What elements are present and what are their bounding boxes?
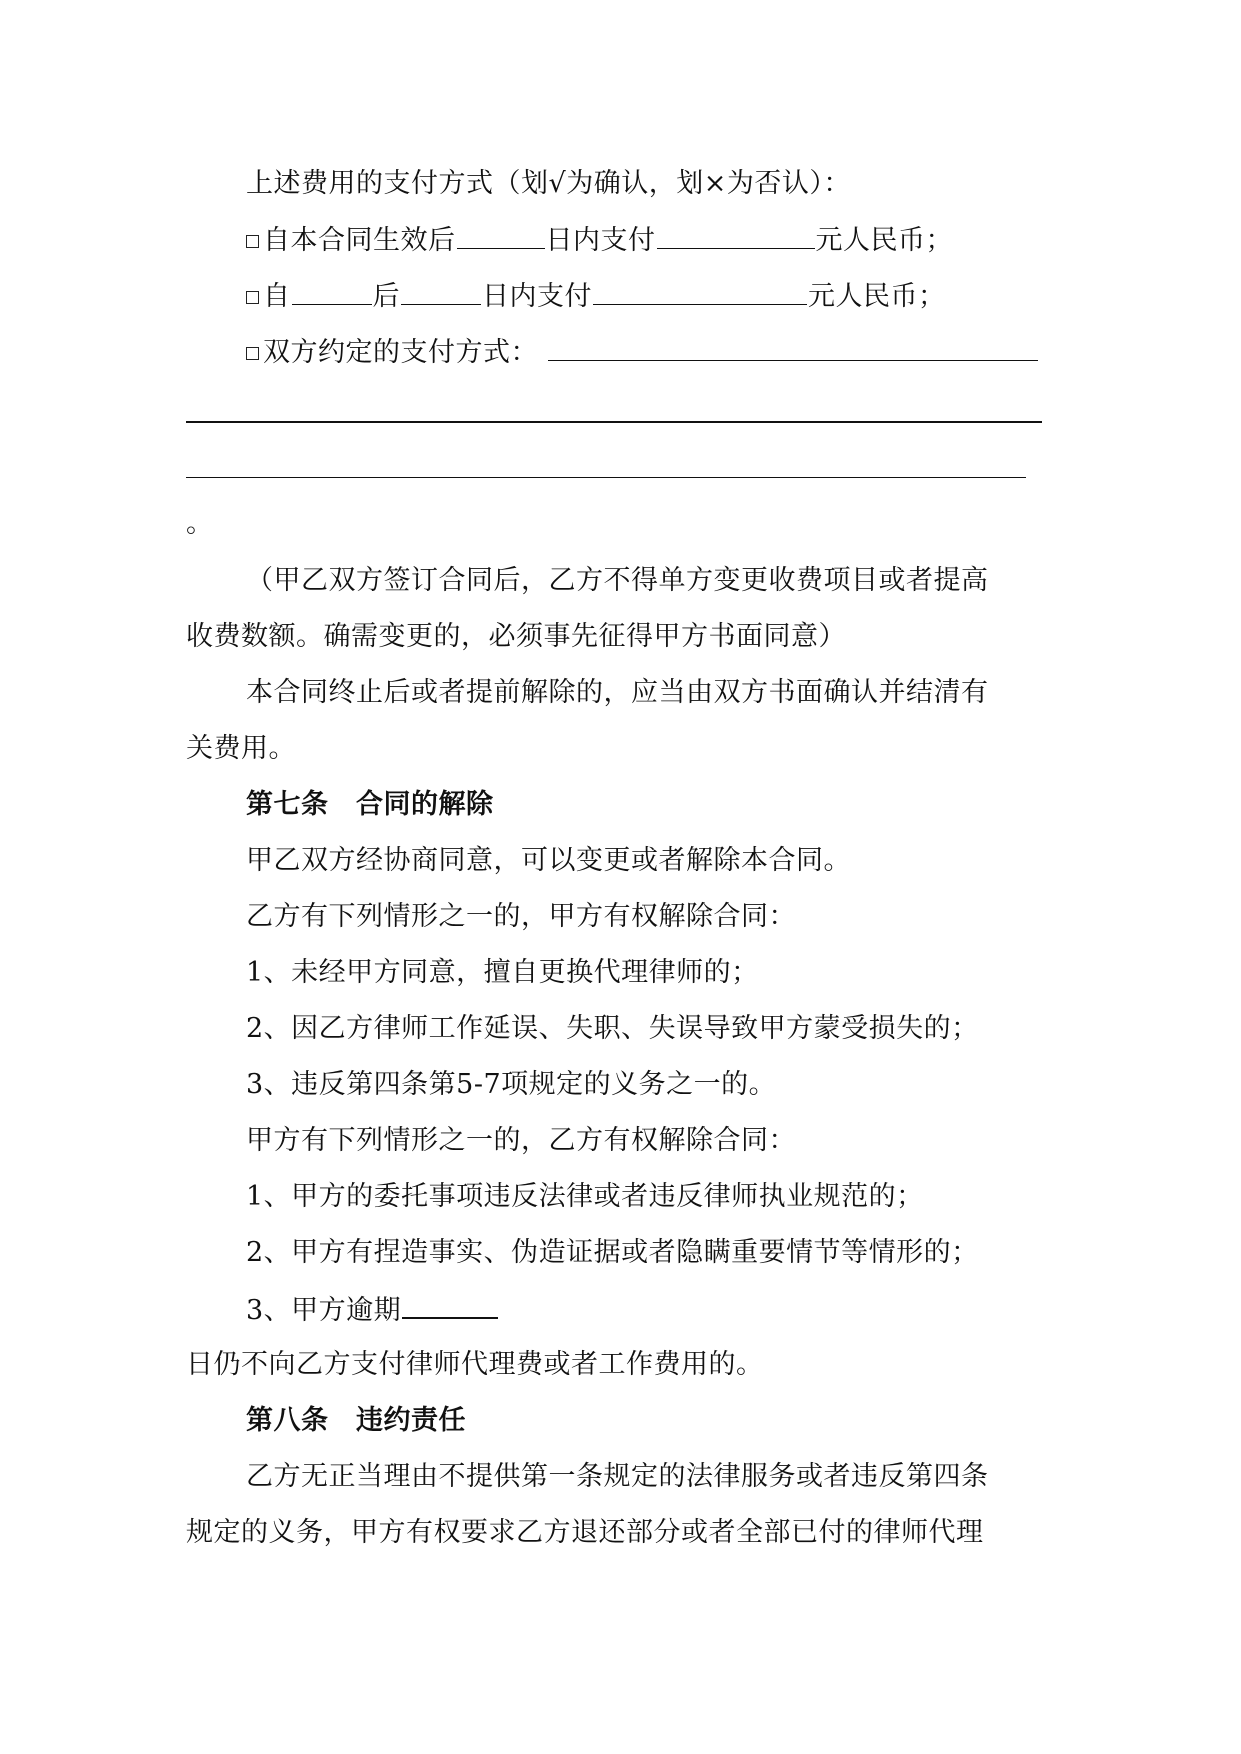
event-blank-2[interactable]: [292, 278, 372, 305]
article-7-b-item-3-cont: 日仍不向乙方支付律师代理费或者工作费用的。: [186, 1349, 764, 1380]
article-7-heading: 第七条 合同的解除: [246, 789, 494, 820]
article-7-a-item-2: 2、因乙方律师工作延误、失职、失误导致甲方蒙受损失的；: [246, 1013, 979, 1044]
termination-fees-line-1: 本合同终止后或者提前解除的，应当由双方书面确认并结清有: [246, 677, 989, 708]
termination-fees-line-2: 关费用。: [186, 733, 296, 764]
article-7-a-item-1: 1、未经甲方同意，擅自更换代理律师的；: [246, 957, 759, 988]
article-7-para-2: 乙方有下列情形之一的，甲方有权解除合同：: [246, 901, 796, 932]
checkbox-option-1[interactable]: [246, 235, 259, 248]
payment-option-3: 双方约定的支付方式：: [246, 334, 1039, 371]
article-7-b-item-1: 1、甲方的委托事项违反法律或者违反律师执业规范的；: [246, 1181, 924, 1212]
custom-payment-line-2[interactable]: [186, 421, 1042, 423]
payment-option-2: 自 后 日内支付 元人民币；: [246, 278, 946, 315]
overdue-days-blank[interactable]: [402, 1291, 498, 1319]
amount-blank-2[interactable]: [593, 278, 807, 305]
checkbox-option-2[interactable]: [246, 291, 259, 304]
payment-intro: 上述费用的支付方式（划√为确认，划×为否认）：: [246, 168, 851, 199]
amount-blank-1[interactable]: [657, 222, 815, 249]
payment-end-mark: 。: [186, 508, 214, 539]
custom-payment-line-3[interactable]: [186, 477, 1026, 478]
note-line-1: （甲乙双方签订合同后，乙方不得单方变更收费项目或者提高: [246, 565, 989, 596]
days-blank-2[interactable]: [401, 278, 481, 305]
article-7-b-item-3: 3、甲方逾期: [246, 1291, 499, 1329]
custom-payment-blank[interactable]: [548, 334, 1038, 361]
article-8-line-2: 规定的义务，甲方有权要求乙方退还部分或者全部已付的律师代理: [186, 1517, 984, 1548]
note-line-2: 收费数额。确需变更的，必须事先征得甲方书面同意）: [186, 621, 846, 652]
article-7-para-3: 甲方有下列情形之一的，乙方有权解除合同：: [246, 1125, 796, 1156]
article-7-para-1: 甲乙双方经协商同意，可以变更或者解除本合同。: [246, 845, 851, 876]
days-blank-1[interactable]: [457, 222, 545, 249]
article-7-a-item-3: 3、违反第四条第5-7项规定的义务之一的。: [246, 1069, 777, 1100]
article-7-b-item-2: 2、甲方有捏造事实、伪造证据或者隐瞒重要情节等情形的；: [246, 1237, 979, 1268]
article-8-heading: 第八条 违约责任: [246, 1405, 466, 1436]
checkbox-option-3[interactable]: [246, 347, 259, 360]
payment-option-1: 自本合同生效后 日内支付 元人民币；: [246, 222, 953, 259]
article-8-line-1: 乙方无正当理由不提供第一条规定的法律服务或者违反第四条: [246, 1461, 989, 1492]
